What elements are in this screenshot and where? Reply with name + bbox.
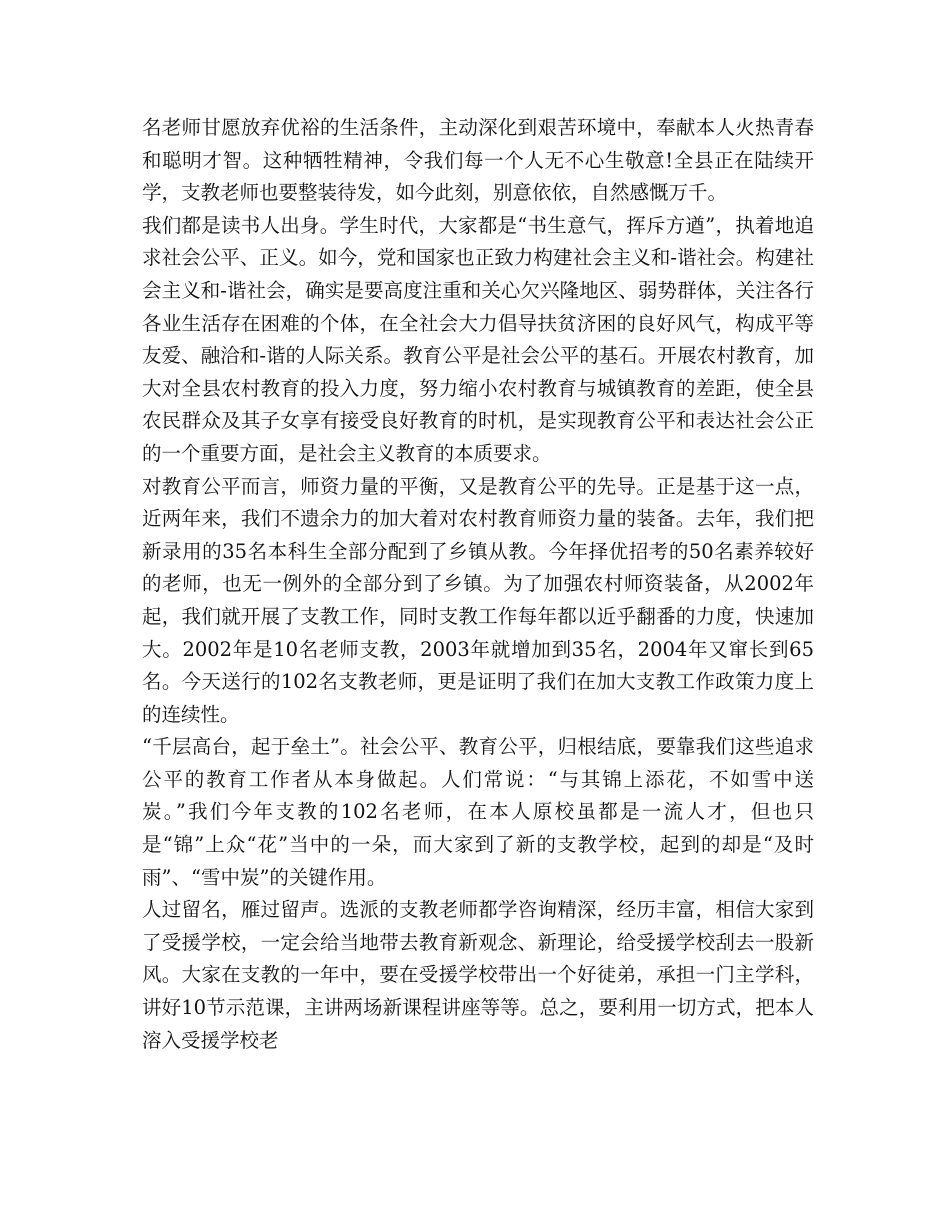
document-body bbox=[142, 112, 814, 1057]
paragraph-3: 对教育公平而言，师资力量的平衡，又是教育公平的先导。正是基于这一点，近两年来，我们不遗余力的加大着对农村教育师资力量的装备。去年，我们把新录用的35名本科生全部分配到了乡镇从教。今年择优招考的50名素养较好的老师，也无一例外的全部分到了乡镇。为了加强农村师资装备，从2002年起，我们就开展了支教工作，同时支教工作每年都以近乎翻番的力度，快速加大。2002年是10名老师支教，2003年就增加到35名，2004年又窜长到65名。今天送行的102名支教老师，更是证明了我们在加大支教工作政策力度上的连续性。 bbox=[142, 474, 814, 726]
paragraph-2: 我们都是读书人出身。学生时代，大家都是“书生意气，挥斥方遒”，执着地追求社会公平、正义。如今，党和国家也正致力构建社会主义和-谐社会。构建社会主义和-谐社会，确实是要高度注重和关心欠兴隆地区、弱势群体，关注各行各业生活存在困难的个体，在全社会大力倡导扶贫济困的良好风气，构成平等友爱、融洽和-谐的人际关系。教育公平是社会公平的基石。开展农村教育，加大对全县农村教育的投入力度，努力缩小农村教育与城镇教育的差距，使全县农民群众及其子女享有接受良好教育的时机，是实现教育公平和表达社会公正的一个重要方面，是社会主义教育的本质要求。 bbox=[142, 213, 814, 465]
paragraph-5: 人过留名，雁过留声。选派的支教老师都学咨询精深，经历丰富，相信大家到了受援学校，一定会给当地带去教育新观念、新理论，给受援学校刮去一股新风。大家在支教的一年中，要在受援学校带出一个好徒弟，承担一门主学科，讲好10节示范课，主讲两场新课程讲座等等。总之，要利用一切方式，把本人溶入受援学校老 bbox=[142, 898, 814, 1052]
paragraph-4: “千层高台，起于垒土”。社会公平、教育公平，归根结底，要靠我们这些追求公平的教育工作者从本身做起。人们常说：“与其锦上添花，不如雪中送炭。”我们今年支教的102名老师，在本人原校虽都是一流人才，但也只是“锦”上众“花”当中的一朵，而大家到了新的支教学校，起到的却是“及时雨”、“雪中炭”的关键作用。 bbox=[142, 735, 814, 889]
paragraph-1: 名老师甘愿放弃优裕的生活条件，主动深化到艰苦环境中，奉献本人火热青春和聪明才智。这种牺牲精神，令我们每一个人无不心生敬意!全县正在陆续开学，支教老师也要整装待发，如今此刻，别意依依，自然感慨万千。 bbox=[142, 116, 814, 205]
